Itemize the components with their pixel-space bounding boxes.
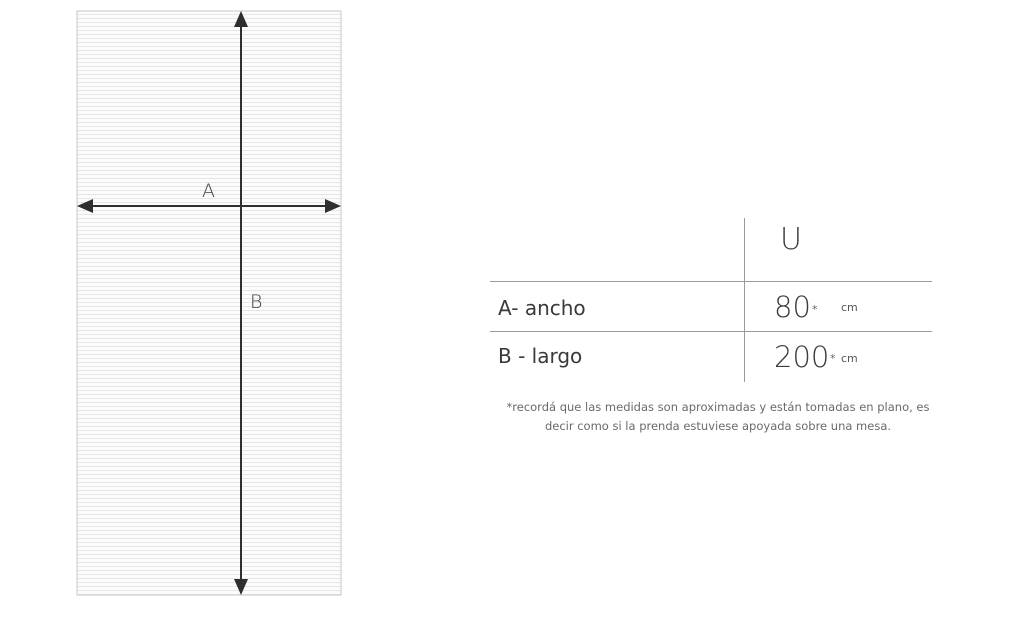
dimension-label-a: A [202, 180, 215, 202]
disclaimer-line-1: *recordá que las medidas son aproximadas y están tomadas en plano, es [506, 400, 930, 414]
row-value-largo: 200 [774, 340, 830, 374]
table-column-divider [744, 218, 745, 382]
measurement-disclaimer [490, 398, 946, 436]
dimension-label-b: B [250, 291, 263, 313]
garment-outline [77, 11, 341, 595]
row-unit-ancho: cm [841, 301, 858, 314]
row-marker-largo: * [830, 352, 836, 365]
row-value-ancho: 80 [774, 290, 811, 324]
row-unit-largo: cm [841, 352, 858, 365]
table-row-rule [490, 331, 932, 332]
table-header-rule [490, 281, 932, 282]
size-column-header: U [780, 222, 802, 257]
row-label-largo: B - largo [498, 344, 583, 368]
disclaimer-line-2: decir como si la prenda estuviese apoyada sobre una mesa. [544, 419, 892, 433]
row-marker-ancho: * [812, 303, 818, 316]
row-label-ancho: A- ancho [498, 296, 586, 320]
measurements-table [490, 215, 932, 385]
